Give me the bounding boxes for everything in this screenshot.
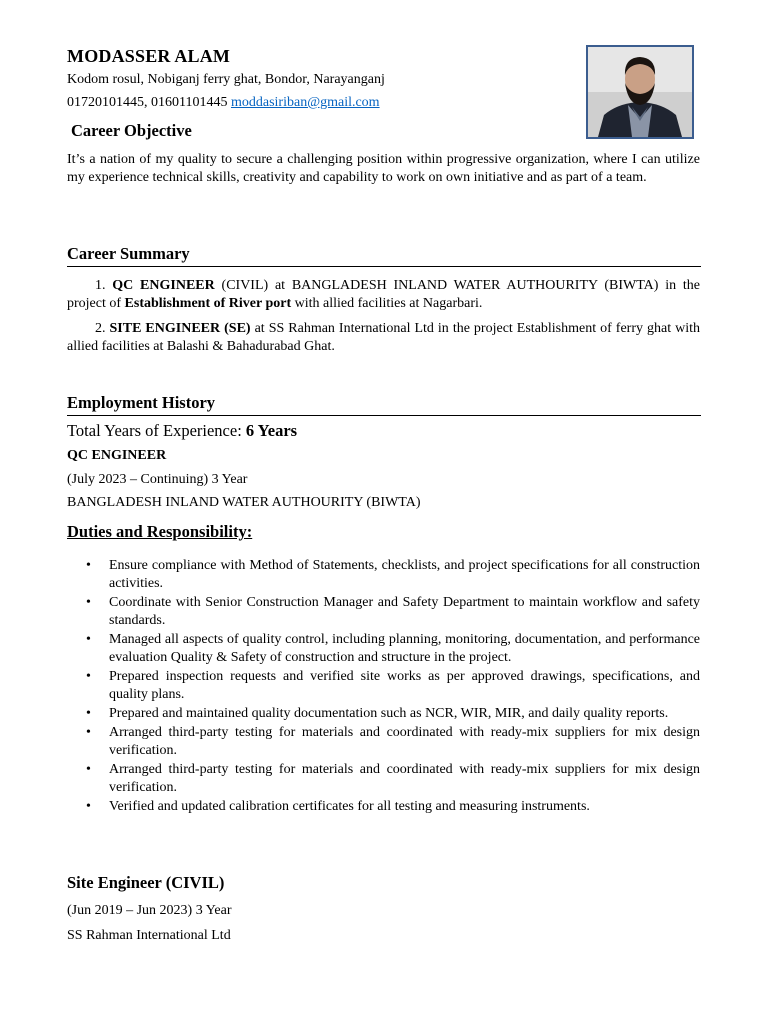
job2-employer: SS Rahman International Ltd <box>67 928 231 943</box>
summary-item-1-number: 1. <box>95 278 106 293</box>
job2-title: Site Engineer (CIVIL) <box>67 873 225 892</box>
contact-line <box>67 95 380 111</box>
bullet-icon: • <box>86 632 91 647</box>
bullet-icon: • <box>86 706 91 721</box>
total-experience <box>67 421 297 441</box>
address: Kodom rosul, Nobiganj ferry ghat, Bondor, Narayanganj <box>67 72 385 87</box>
duty-text: Coordinate with Senior Construction Manager and Safety Department to maintain workflow and safety standards. <box>109 595 700 628</box>
list-item <box>67 594 700 630</box>
bullet-icon: • <box>86 762 91 777</box>
duty-text: Arranged third-party testing for materials and coordinated with ready-mix suppliers for mix design verification. <box>109 725 700 758</box>
summary-item-1 <box>67 277 700 313</box>
summary-item-2 <box>67 320 700 356</box>
list-item <box>67 798 700 816</box>
duties-heading: Duties and Responsibility: <box>67 522 253 541</box>
summary-item-1-text: (CIVIL) at BANGLADESH INLAND WATER AUTHOURITY (BIWTA) in the project of <box>67 278 700 311</box>
duty-text: Arranged third-party testing for materials and coordinated with ready-mix suppliers for mix design verification. <box>109 762 700 795</box>
duty-text: Prepared and maintained quality documentation such as NCR, WIR, MIR, and daily quality reports. <box>109 706 669 721</box>
summary-item-2-text: at SS Rahman International Ltd in the project Establishment of ferry ghat with allied facilities at Balashi & Bahadurabad Ghat. <box>67 321 701 354</box>
career-objective-text: It’s a nation of my quality to secure a challenging position within progressive organization, where I can utilize my experience technical skills, creativity and capability to work on own initiative and as part of a team. <box>67 152 700 185</box>
phone-numbers: 01720101445, 01601101445 <box>67 95 228 110</box>
duty-text: Managed all aspects of quality control, including planning, monitoring, documentation, and performance evaluation Quality & Safety of construction and structure in the project. <box>109 632 700 665</box>
summary-item-1-project: Establishment of River port <box>124 296 292 311</box>
email-link[interactable]: moddasiriban@gmail.com <box>230 95 380 110</box>
summary-item-1-role: QC ENGINEER <box>112 278 215 293</box>
list-item <box>67 631 700 667</box>
bullet-icon: • <box>86 799 91 814</box>
candidate-name: MODASSER ALAM <box>67 46 231 66</box>
list-item <box>67 705 700 723</box>
portrait-image <box>588 47 692 137</box>
duty-text: Ensure compliance with Method of Statements, checklists, and project specifications for all construction activities. <box>109 558 700 591</box>
bullet-icon: • <box>86 595 91 610</box>
duties-list <box>67 557 700 817</box>
total-experience-label: Total Years of Experience: <box>67 421 246 440</box>
total-experience-value: 6 Years <box>245 421 298 440</box>
bullet-icon: • <box>86 669 91 684</box>
bullet-icon: • <box>86 558 91 573</box>
bullet-icon: • <box>86 725 91 740</box>
list-item <box>67 761 700 797</box>
list-item <box>67 724 700 760</box>
summary-item-2-role: SITE ENGINEER (SE) <box>109 321 251 336</box>
job1-period: (July 2023 – Continuing) 3 Year <box>67 472 248 487</box>
job1-employer: BANGLADESH INLAND WATER AUTHOURITY (BIWTA) <box>67 495 421 510</box>
list-item <box>67 668 700 704</box>
career-objective-heading: Career Objective <box>71 121 192 140</box>
list-item <box>67 557 700 593</box>
duty-text: Prepared inspection requests and verified site works as per approved drawings, specifications, and quality plans. <box>109 669 700 702</box>
duty-text: Verified and updated calibration certificates for all testing and measuring instruments. <box>109 799 590 814</box>
career-summary-heading: Career Summary <box>67 244 701 267</box>
employment-history-heading: Employment History <box>67 393 701 416</box>
summary-item-1-tail: with allied facilities at Nagarbari. <box>291 296 483 311</box>
job1-title: QC ENGINEER <box>67 448 167 463</box>
summary-item-2-number: 2. <box>95 321 106 336</box>
job2-period: (Jun 2019 – Jun 2023) 3 Year <box>67 903 232 918</box>
profile-photo <box>586 45 694 139</box>
